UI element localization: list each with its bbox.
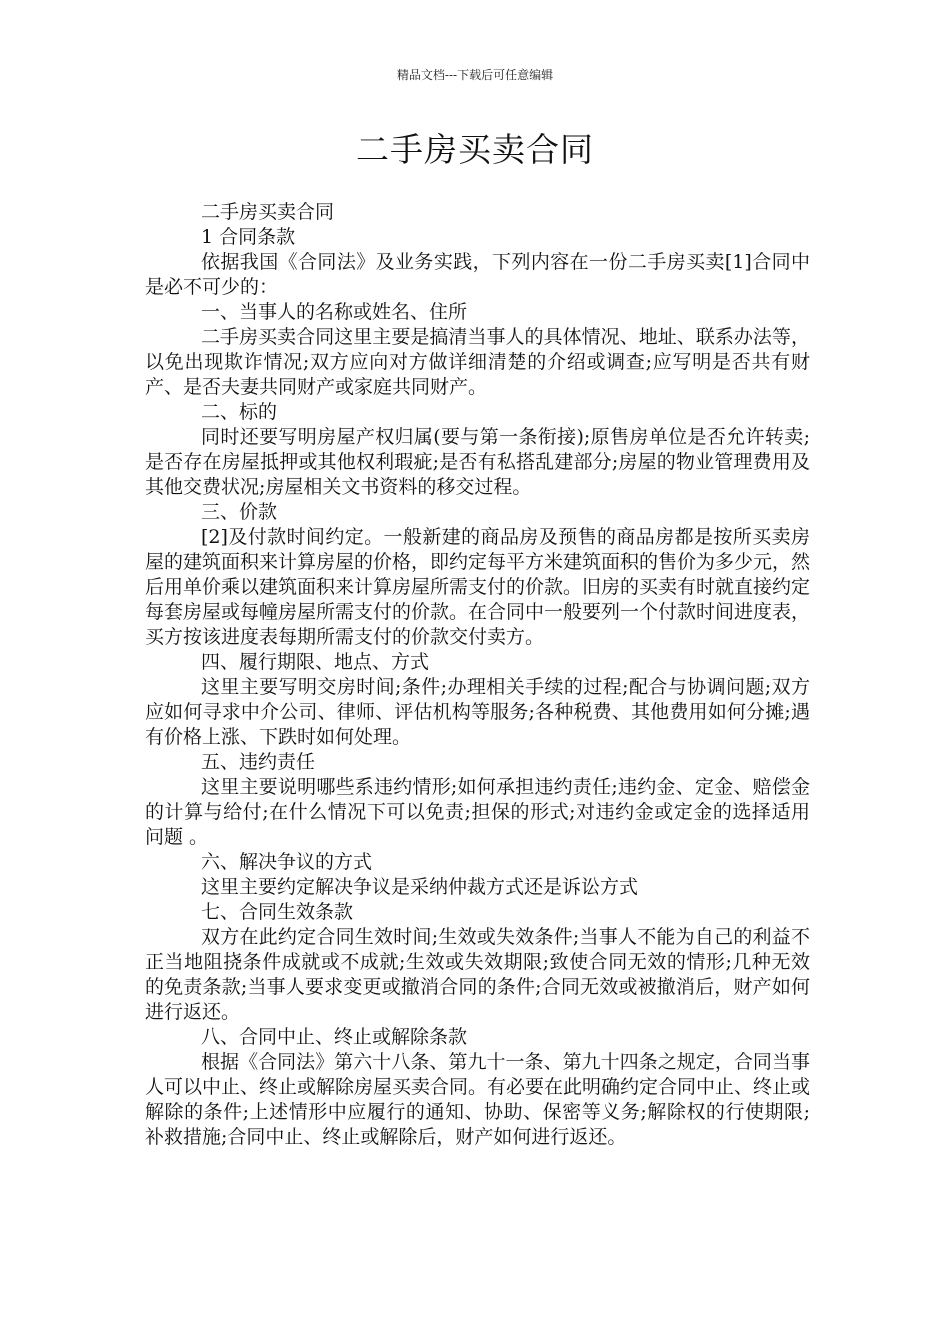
- paragraph: 这里主要写明交房时间;条件;办理相关手续的过程;配合与协调问题;双方应如何寻求中介公司、律师、评估机构等服务;各种税费、其他费用如何分摊;遇有价格上涨、下跌时如何处理。: [145, 676, 810, 748]
- section-heading: 六、解决争议的方式: [201, 851, 373, 873]
- paragraph: 根据《合同法》第六十八条、第九十一条、第九十四条之规定，合同当事人可以中止、终止或解除房屋买卖合同。有必要在此明确约定合同中止、终止或解除的条件;上述情形中应履行的通知、协助、保密等义务;解除权的行使期限;补救措施;合同中止、终止或解除后，财产如何进行返还。: [145, 1051, 811, 1148]
- paragraph: 这里主要说明哪些系违约情形;如何承担违约责任;违约金、定金、赔偿金的计算与给付;在什么情况下可以免责;担保的形式;对违约金或定金的选择适用问题 。: [145, 776, 810, 848]
- document-body: [145, 200, 810, 1150]
- section-heading: 一、当事人的名称或姓名、住所: [201, 301, 468, 323]
- document-title: 二手房买卖合同: [356, 130, 594, 169]
- paragraph: 依据我国《合同法》及业务实践，下列内容在一份二手房买卖[1]合同中是必不可少的：: [145, 251, 810, 298]
- paragraph: 二手房买卖合同: [201, 201, 335, 223]
- paragraph: 1 合同条款: [201, 226, 296, 248]
- section-heading: 四、履行期限、地点、方式: [201, 651, 430, 673]
- paragraph: 同时还要写明房屋产权归属(要与第一条衔接);原售房单位是否允许转卖;是否存在房屋抵押或其他权利瑕疵;是否有私搭乱建部分;房屋的物业管理费用及其他交费状况;房屋相关文书资料的移交过程。: [145, 426, 810, 498]
- section-heading: 三、价款: [201, 501, 278, 523]
- paragraph: 这里主要约定解决争议是采纳仲裁方式还是诉讼方式: [201, 876, 639, 898]
- page-header: 精品文档---下载后可任意编辑: [396, 68, 554, 82]
- section-heading: 七、合同生效条款: [201, 901, 354, 923]
- section-heading: 五、违约责任: [201, 751, 316, 773]
- paragraph: 二手房买卖合同这里主要是搞清当事人的具体情况、地址、联系办法等，以免出现欺诈情况;双方应向对方做详细清楚的介绍或调查;应写明是否共有财产、是否夫妻共同财产或家庭共同财产。: [145, 326, 810, 398]
- paragraph: [2]及付款时间约定。一般新建的商品房及预售的商品房都是按所买卖房屋的建筑面积来计算房屋的价格，即约定每平方米建筑面积的售价为多少元，然后用单价乘以建筑面积来计算房屋所需支付的价款。旧房的买卖有时就直接约定每套房屋或每幢房屋所需支付的价款。在合同中一般要列一个付款时间进度表，买方按该进度表每期所需支付的价款交付卖方。: [145, 526, 811, 648]
- section-heading: 二、标的: [201, 401, 278, 423]
- paragraph: 双方在此约定合同生效时间;生效或失效条件;当事人不能为自己的利益不正当地阻挠条件成就或不成就;生效或失效期限;致使合同无效的情形;几种无效的免责条款;当事人要求变更或撤消合同的条件;合同无效或被撤消后，财产如何进行返还。: [145, 926, 810, 1023]
- section-heading: 八、合同中止、终止或解除条款: [201, 1026, 468, 1048]
